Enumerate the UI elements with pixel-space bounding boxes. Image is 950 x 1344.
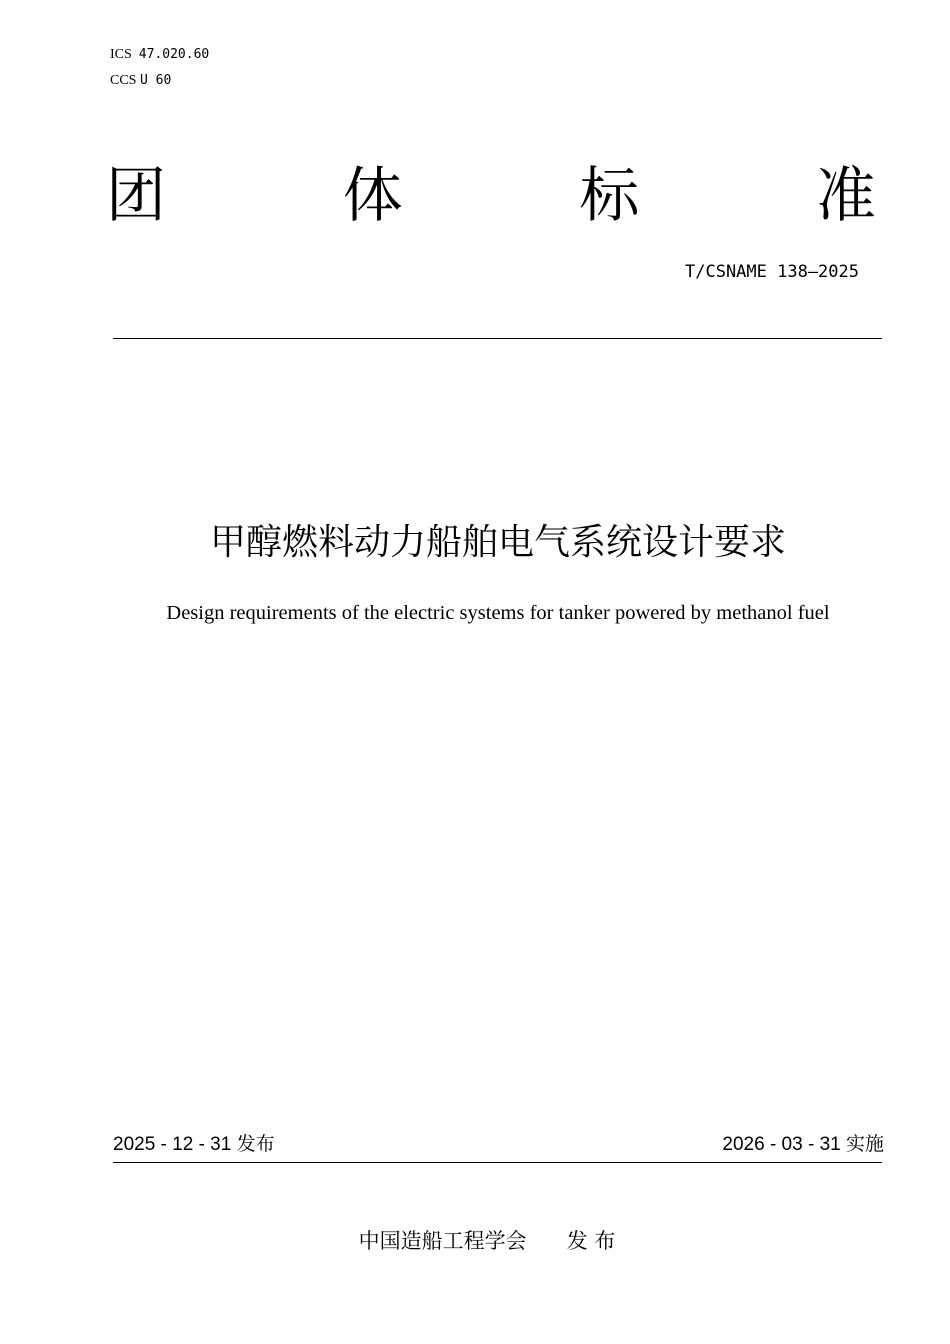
publisher-name: 中国造船工程学会 xyxy=(358,1229,527,1253)
ics-label: ICS xyxy=(110,47,132,62)
document-type-heading xyxy=(106,160,876,232)
issue-date: 2025 - 12 - 31 发布 xyxy=(113,1134,275,1155)
footer-divider xyxy=(113,1162,882,1163)
title-chinese: 甲醇燃料动力船舶电气系统设计要求 xyxy=(209,522,786,563)
ccs-code: U 60 xyxy=(139,73,172,88)
header-divider xyxy=(113,338,882,339)
ics-code: 47.020.60 xyxy=(138,47,210,62)
implementation-date: 2026 - 03 - 31 实施 xyxy=(722,1134,884,1155)
doc-type-char: 体 xyxy=(342,161,403,231)
doc-type-char: 准 xyxy=(815,161,876,231)
standard-number: T/CSNAME 138—2025 xyxy=(685,262,859,282)
title-english: Design requirements of the electric systems for tanker powered by methanol fuel xyxy=(166,602,830,624)
ccs-code-line xyxy=(110,72,171,90)
ccs-label: CCS xyxy=(110,73,137,88)
publish-action: 发 布 xyxy=(566,1229,616,1253)
publisher-line xyxy=(0,1226,950,1256)
doc-type-char: 标 xyxy=(579,161,640,231)
ics-code-line xyxy=(110,46,209,64)
doc-type-char: 团 xyxy=(106,161,166,231)
